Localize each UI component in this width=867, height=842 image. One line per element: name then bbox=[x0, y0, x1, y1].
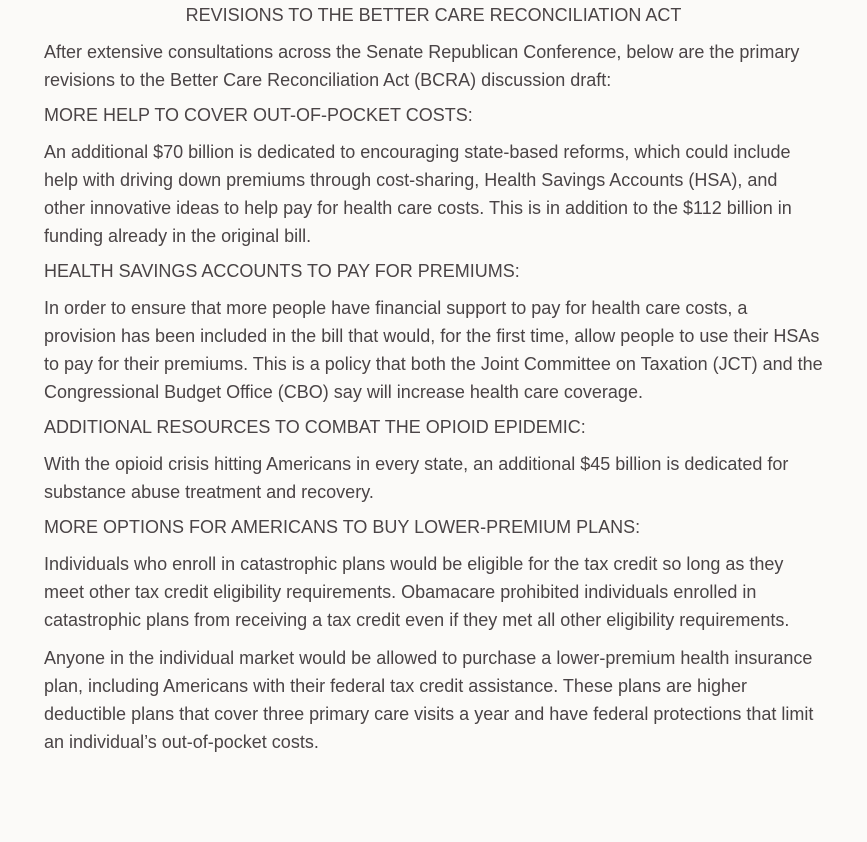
section-opioid-epidemic bbox=[44, 416, 823, 506]
section-paragraph: Individuals who enroll in catastrophic plans would be eligible for the tax credit so long as they meet other tax credit eligibility requirements. Obamacare prohibited individuals enrolled in catastrophic plans from receiving a tax credit even if they met all other eligibility requirements. bbox=[44, 554, 790, 630]
section-heading: ADDITIONAL RESOURCES TO COMBAT THE OPIOID EPIDEMIC: bbox=[44, 417, 586, 437]
section-heading: HEALTH SAVINGS ACCOUNTS TO PAY FOR PREMIUMS: bbox=[44, 261, 520, 281]
section-paragraph: In order to ensure that more people have financial support to pay for health care costs, a provision has been included in the bill that would, for the first time, allow people to use their HSAs to pay for their premiums. This is a policy that both the Joint Committee on Taxation (JCT) and the Congressional Budget Office (CBO) say will increase health care coverage. bbox=[44, 298, 823, 402]
intro-paragraph: After extensive consultations across the Senate Republican Conference, below are the primary revisions to the Better Care Reconciliation Act (BCRA) discussion draft: bbox=[44, 42, 800, 90]
section-hsa-premiums bbox=[44, 260, 823, 406]
document-title: REVISIONS TO THE BETTER CARE RECONCILIATION ACT bbox=[185, 5, 682, 25]
section-heading: MORE OPTIONS FOR AMERICANS TO BUY LOWER-PREMIUM PLANS: bbox=[44, 517, 641, 537]
section-paragraph: With the opioid crisis hitting Americans in every state, an additional $45 billion is dedicated for substance abuse treatment and recovery. bbox=[44, 454, 789, 502]
section-paragraph: An additional $70 billion is dedicated to encouraging state-based reforms, which could include help with driving down premiums through cost-sharing, Health Savings Accounts (HSA), and other innovative ideas to help pay for health care costs. This is in addition to the $112 billion in funding already in the original bill. bbox=[44, 142, 792, 246]
section-heading: MORE HELP TO COVER OUT-OF-POCKET COSTS: bbox=[44, 105, 473, 125]
section-paragraph: Anyone in the individual market would be allowed to purchase a lower-premium health insurance plan, including Americans with their federal tax credit assistance. These plans are higher deductible plans that cover three primary care visits a year and have federal protections that limit an individual’s out-of-pocket costs. bbox=[44, 648, 814, 752]
section-out-of-pocket-costs bbox=[44, 104, 823, 250]
section-lower-premium-plans bbox=[44, 516, 823, 756]
